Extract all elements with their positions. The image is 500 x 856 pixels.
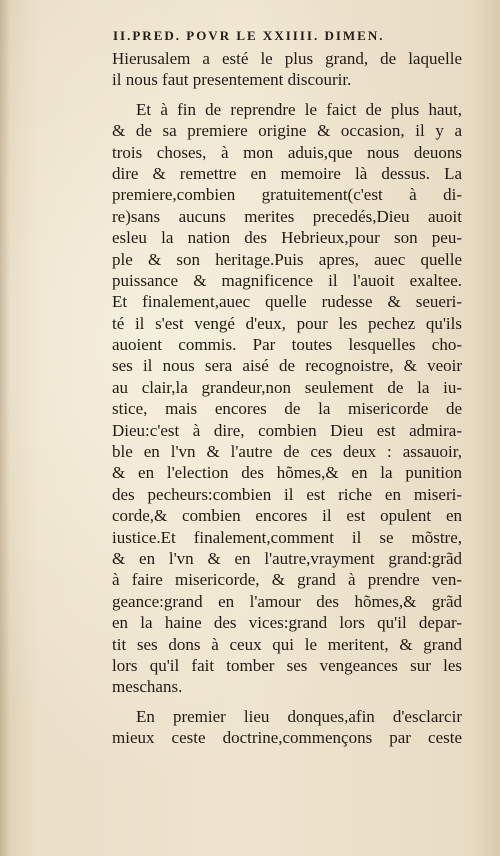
text-line: en la haine des vices:grand lors qu'il depar-	[112, 613, 462, 633]
text-line: tit ses dons à ceux qui le meritent, & grand	[112, 634, 462, 654]
paragraph-3	[112, 706, 462, 749]
text-line: Et à fin de reprendre le faict de plus haut,	[136, 99, 462, 119]
text-line: trois choses, à mon aduis,que nous deuons	[112, 142, 462, 162]
text-line: En premier lieu donques,afin d'esclarcir	[136, 706, 462, 726]
text-line: Et finalement,auec quelle rudesse & seueri-	[112, 292, 462, 312]
text-line: corde,& combien encores il est opulent en	[112, 506, 462, 526]
text-line: re)sans aucuns merites precedés,Dieu auoit	[112, 206, 462, 226]
text-line: meschans.	[112, 677, 183, 697]
text-line: & en l'vn & en l'autre,vrayment grand:grãd	[112, 548, 462, 568]
text-line: ple & son heritage.Puis apres, auec quelle	[112, 249, 462, 269]
text-line: mieux ceste doctrine,commençons par ceste	[112, 728, 462, 748]
text-line: auoient commis. Par toutes lesquelles cho-	[112, 335, 462, 355]
text-line: ses il nous sera aisé de recognoistre, & veoir	[112, 356, 462, 376]
body-text	[112, 48, 462, 749]
text-line: des pecheurs:combien il est riche en miseri-	[112, 484, 462, 504]
text-line: à faire misericorde, & grand à prendre ven-	[112, 570, 462, 590]
running-head: II.PRED. POVR LE XXIIII. DIMEN.	[113, 28, 385, 43]
text-line: au clair,la grandeur,non seulement de la iu-	[112, 377, 462, 397]
text-line: stice, mais encores de la misericorde de	[112, 399, 462, 419]
text-line: ble en l'vn & l'autre de ces deux : assauoir,	[112, 442, 462, 462]
text-line: puissance & magnificence il l'auoit exaltee.	[112, 270, 462, 290]
text-line: premiere,combien gratuitement(c'est à di-	[112, 185, 462, 205]
text-line: geance:grand en l'amour des hõmes,& grãd	[112, 591, 462, 611]
text-line: & de sa premiere origine & occasion, il y a	[112, 121, 462, 141]
text-line: esleu la nation des Hebrieux,pour son peu-	[112, 228, 462, 248]
paragraph-2	[112, 99, 462, 698]
text-line: lors qu'il fait tomber ses vengeances sur les	[112, 655, 462, 675]
text-line: Hierusalem a esté le plus grand, de laquelle	[112, 49, 462, 68]
text-line: Dieu:c'est à dire, combien Dieu est admira-	[112, 420, 462, 440]
text-line: iustice.Et finalement,comment il se mõstre,	[112, 527, 462, 547]
text-line: té il s'est vengé d'eux, pour les pechez qu'ils	[112, 313, 462, 333]
text-line: il nous faut presentement discourir.	[112, 70, 352, 90]
paragraph-1	[112, 48, 462, 91]
text-line: & en l'election des hõmes,& en la punition	[112, 463, 462, 483]
text-line: dire & remettre en memoire là dessus. La	[112, 163, 462, 183]
